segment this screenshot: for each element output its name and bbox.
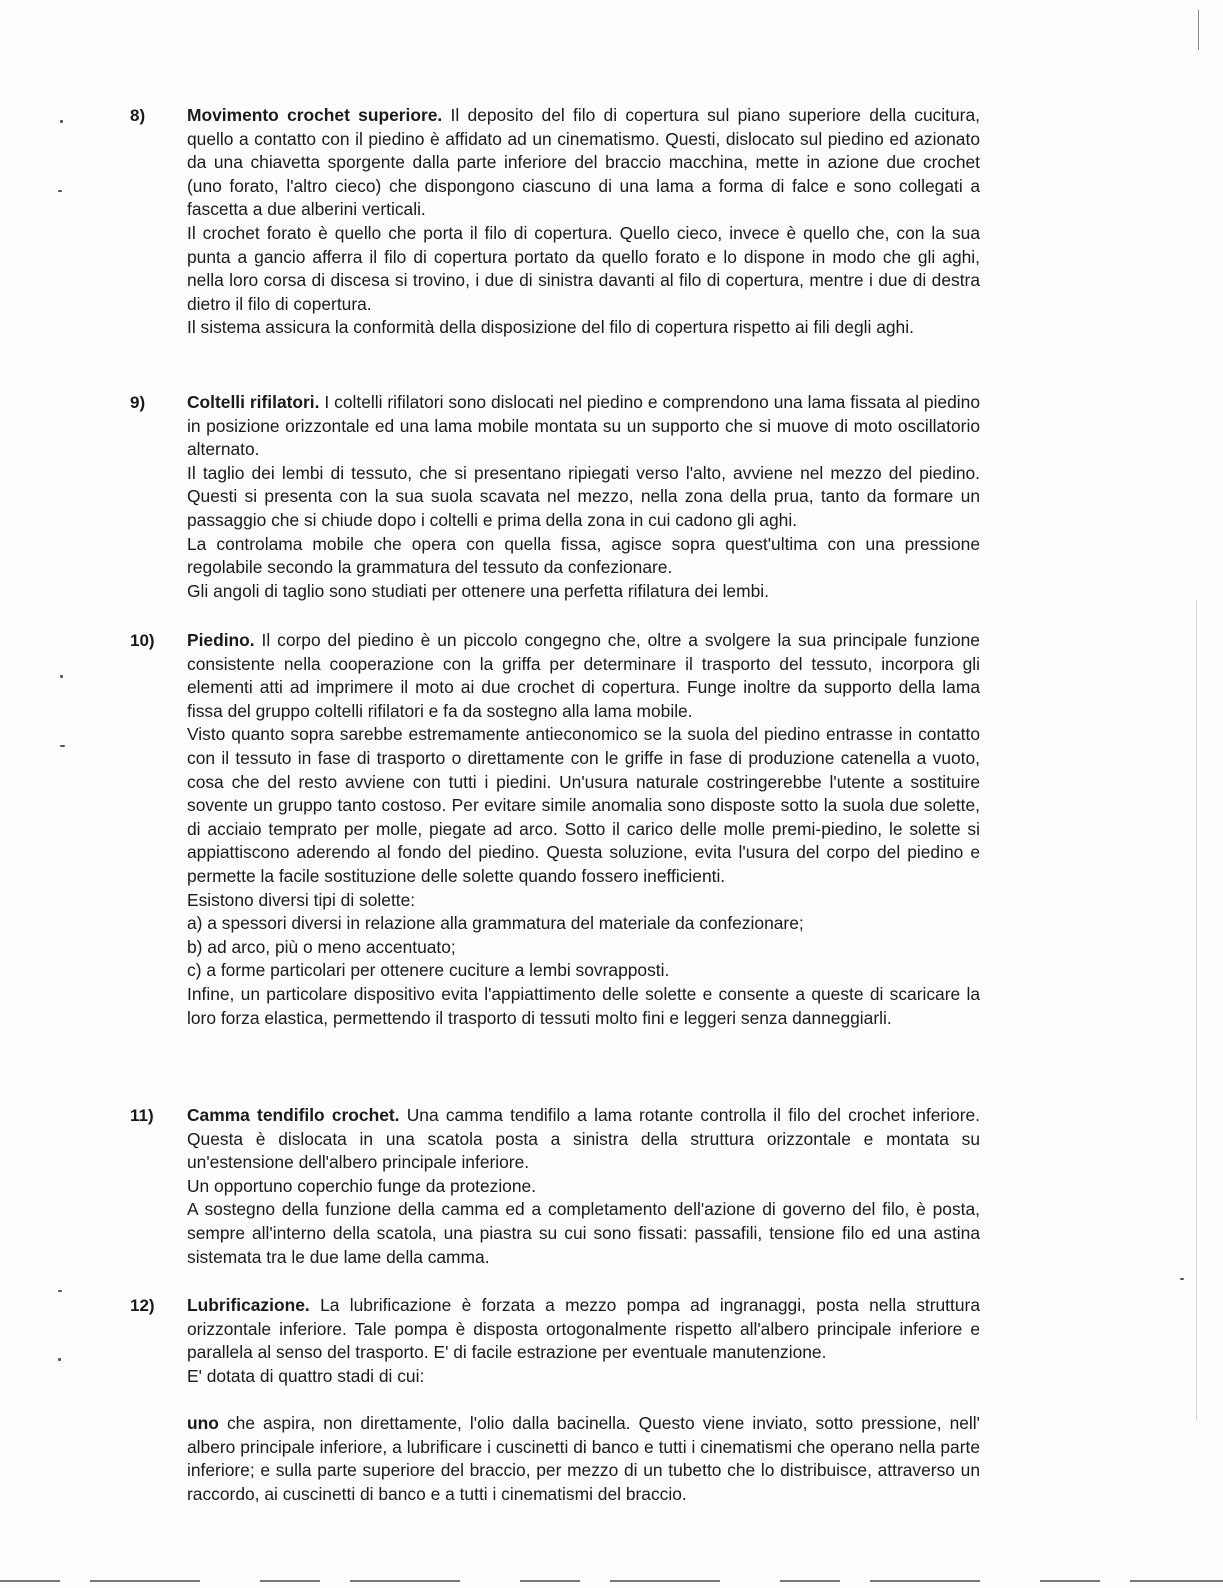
section-9	[130, 391, 980, 603]
paragraph: Un opportuno coperchio funge da protezione.	[187, 1175, 537, 1196]
stage-lead: uno	[187, 1412, 219, 1433]
section-number: 10)	[130, 631, 155, 650]
section-10	[130, 629, 980, 1030]
paragraph: Il crochet forato è quello che porta il filo di copertura. Quello cieco, invece è quello che, con la sua punta a gancio afferra il filo di copertura portato da quello forato e lo dispone in modo che gli aghi, nella loro corsa di discesa si trovino, i due di sinistra davanti al filo di copertura, mentre i due di destra dietro il filo di copertura.	[187, 222, 980, 314]
section-number: 8)	[130, 106, 146, 125]
section-number: 12)	[130, 1296, 155, 1315]
section-12	[130, 1294, 980, 1506]
section-title: Camma tendifilo crochet.	[187, 1105, 400, 1125]
list-item: a) a spessori diversi in relazione alla grammatura del materiale da confezionare;	[187, 913, 804, 934]
paragraph: La controlama mobile che opera con quella fissa, agisce sopra quest'ultima con una pressione regolabile secondo la grammatura del tessuto da confezionare.	[187, 533, 980, 578]
paragraph: Esistono diversi tipi di solette:	[187, 889, 416, 910]
paragraph: Una camma tendifilo a lama rotante controlla il filo del crochet inferiore. Questa è dislocata in una scatola posta a sinistra della struttura orizzontale e montata su un'estensione dell'albero principale inferiore.	[187, 1105, 980, 1173]
section-title: Lubrificazione.	[187, 1295, 310, 1315]
paragraph: che aspira, non direttamente, l'olio dalla bacinella. Questo viene inviato, sotto pressione, nell' albero principale inferiore, a lubrificare i cuscinetti di banco e tutti i cinematismi che operano nella parte inferiore; e sulla parte superiore del braccio, per mezzo di un tubetto che lo distribuisce, attraverso un raccordo, ai cuscinetti di banco e a tutti i cinematismi del braccio.	[187, 1412, 980, 1504]
section-title: Coltelli rifilatori.	[187, 392, 320, 412]
paragraph: Il deposito del filo di copertura sul piano superiore della cucitura, quello a contatto con il piedino è affidato ad un cinematismo. Questi, dislocato sul piedino ed azionato da una chiavetta sporgente dalla parte inferiore del braccio macchina, mette in azione due crochet (uno forato, l'altro cieco) che dispongono ciascuno di una lama a forma di falce e sono collegati a fascetta a due alberini verticali.	[187, 105, 980, 220]
scan-edge-line	[1198, 10, 1199, 50]
scan-speck	[58, 190, 62, 192]
scan-speck	[60, 745, 65, 747]
section-title: Movimento crochet superiore.	[187, 105, 443, 125]
section-11	[130, 1104, 980, 1269]
scan-speck	[1180, 1278, 1184, 1280]
scan-edge-line	[1196, 600, 1197, 1420]
section-title: Piedino.	[187, 630, 255, 650]
scan-speck	[58, 1358, 61, 1361]
paragraph: Il sistema assicura la conformità della disposizione del filo di copertura rispetto ai fili degli aghi.	[187, 317, 914, 338]
section-body	[187, 1104, 980, 1269]
paragraph: Infine, un particolare dispositivo evita l'appiattimento delle solette e consente a queste di scaricare la loro forza elastica, permettendo il trasporto di tessuti molto fini e leggeri senza danneggiarli.	[187, 983, 980, 1028]
paragraph: Il taglio dei lembi di tessuto, che si presentano ripiegati verso l'alto, avviene nel mezzo del piedino. Questi si presenta con la sua suola scavata nel mezzo, nella zona della prua, tanto da formare un passaggio che si chiude dopo i coltelli e prima della zona in cui cadono gli aghi.	[187, 462, 980, 530]
paragraph: La lubrificazione è forzata a mezzo pompa ad ingranaggi, posta nella struttura orizzontale inferiore. Tale pompa è disposta ortogonalmente rispetto all'albero principale inferiore e parallela al senso del trasporto. E' di facile estrazione per eventuale manutenzione.	[187, 1295, 980, 1363]
list-item: b) ad arco, più o meno accentuato;	[187, 936, 456, 957]
scan-speck	[60, 120, 63, 123]
scan-speck	[58, 1290, 62, 1292]
paragraph: Visto quanto sopra sarebbe estremamente antieconomico se la suola del piedino entrasse in contatto con il tessuto in fase di trasporto o direttamente con le griffe in fase di produzione catenella a vuoto, cosa che del resto avviene con tutti i piedini. Un'usura naturale costringerebbe l'utente a sostituire sovente un gruppo tanto costoso. Per evitare simile anomalia sono disposte sotto la suola due solette, di acciaio temprato per molle, piegate ad arco. Sotto il carico delle molle premi-piedino, le solette si appiattiscono aderendo al fondo del piedino. Questa soluzione, evita l'usura del corpo del piedino e permette la facile sostituzione delle solette quando fossero inefficienti.	[187, 724, 980, 886]
paragraph: Gli angoli di taglio sono studiati per ottenere una perfetta rifilatura dei lembi.	[187, 580, 769, 601]
list-item: c) a forme particolari per ottenere cuciture a lembi sovrapposti.	[187, 960, 670, 981]
scan-speck	[60, 675, 63, 678]
paragraph: I coltelli rifilatori sono dislocati nel piedino e comprendono una lama fissata al piedino in posizione orizzontale ed una lama mobile montata su un supporto che si muove di moto oscillatorio alternato.	[187, 392, 980, 460]
paragraph: A sostegno della funzione della camma ed a completamento dell'azione di governo del filo, è posta, sempre all'interno della scatola, una piastra su cui sono fissati: passafili, tensione filo ed una astina sistemata tra le due lame della camma.	[187, 1199, 980, 1267]
section-body	[187, 391, 980, 603]
spacer	[187, 1388, 980, 1412]
section-number: 9)	[130, 393, 146, 412]
section-body	[187, 629, 980, 1030]
section-body	[187, 104, 980, 340]
paragraph: E' dotata di quattro stadi di cui:	[187, 1365, 425, 1386]
section-8	[130, 104, 980, 340]
scan-bottom-edge	[0, 1580, 1223, 1582]
section-body	[187, 1294, 980, 1506]
paragraph: Il corpo del piedino è un piccolo congegno che, oltre a svolgere la sua principale funzione consistente nella cooperazione con la griffa per determinare il trasporto del tessuto, incorpora gli elementi atti ad imprimere il moto ai due crochet di copertura. Funge inoltre da supporto della lama fissa del gruppo coltelli rifilatori e fa da sostegno alla lama mobile.	[187, 630, 980, 721]
section-number: 11)	[130, 1106, 154, 1125]
